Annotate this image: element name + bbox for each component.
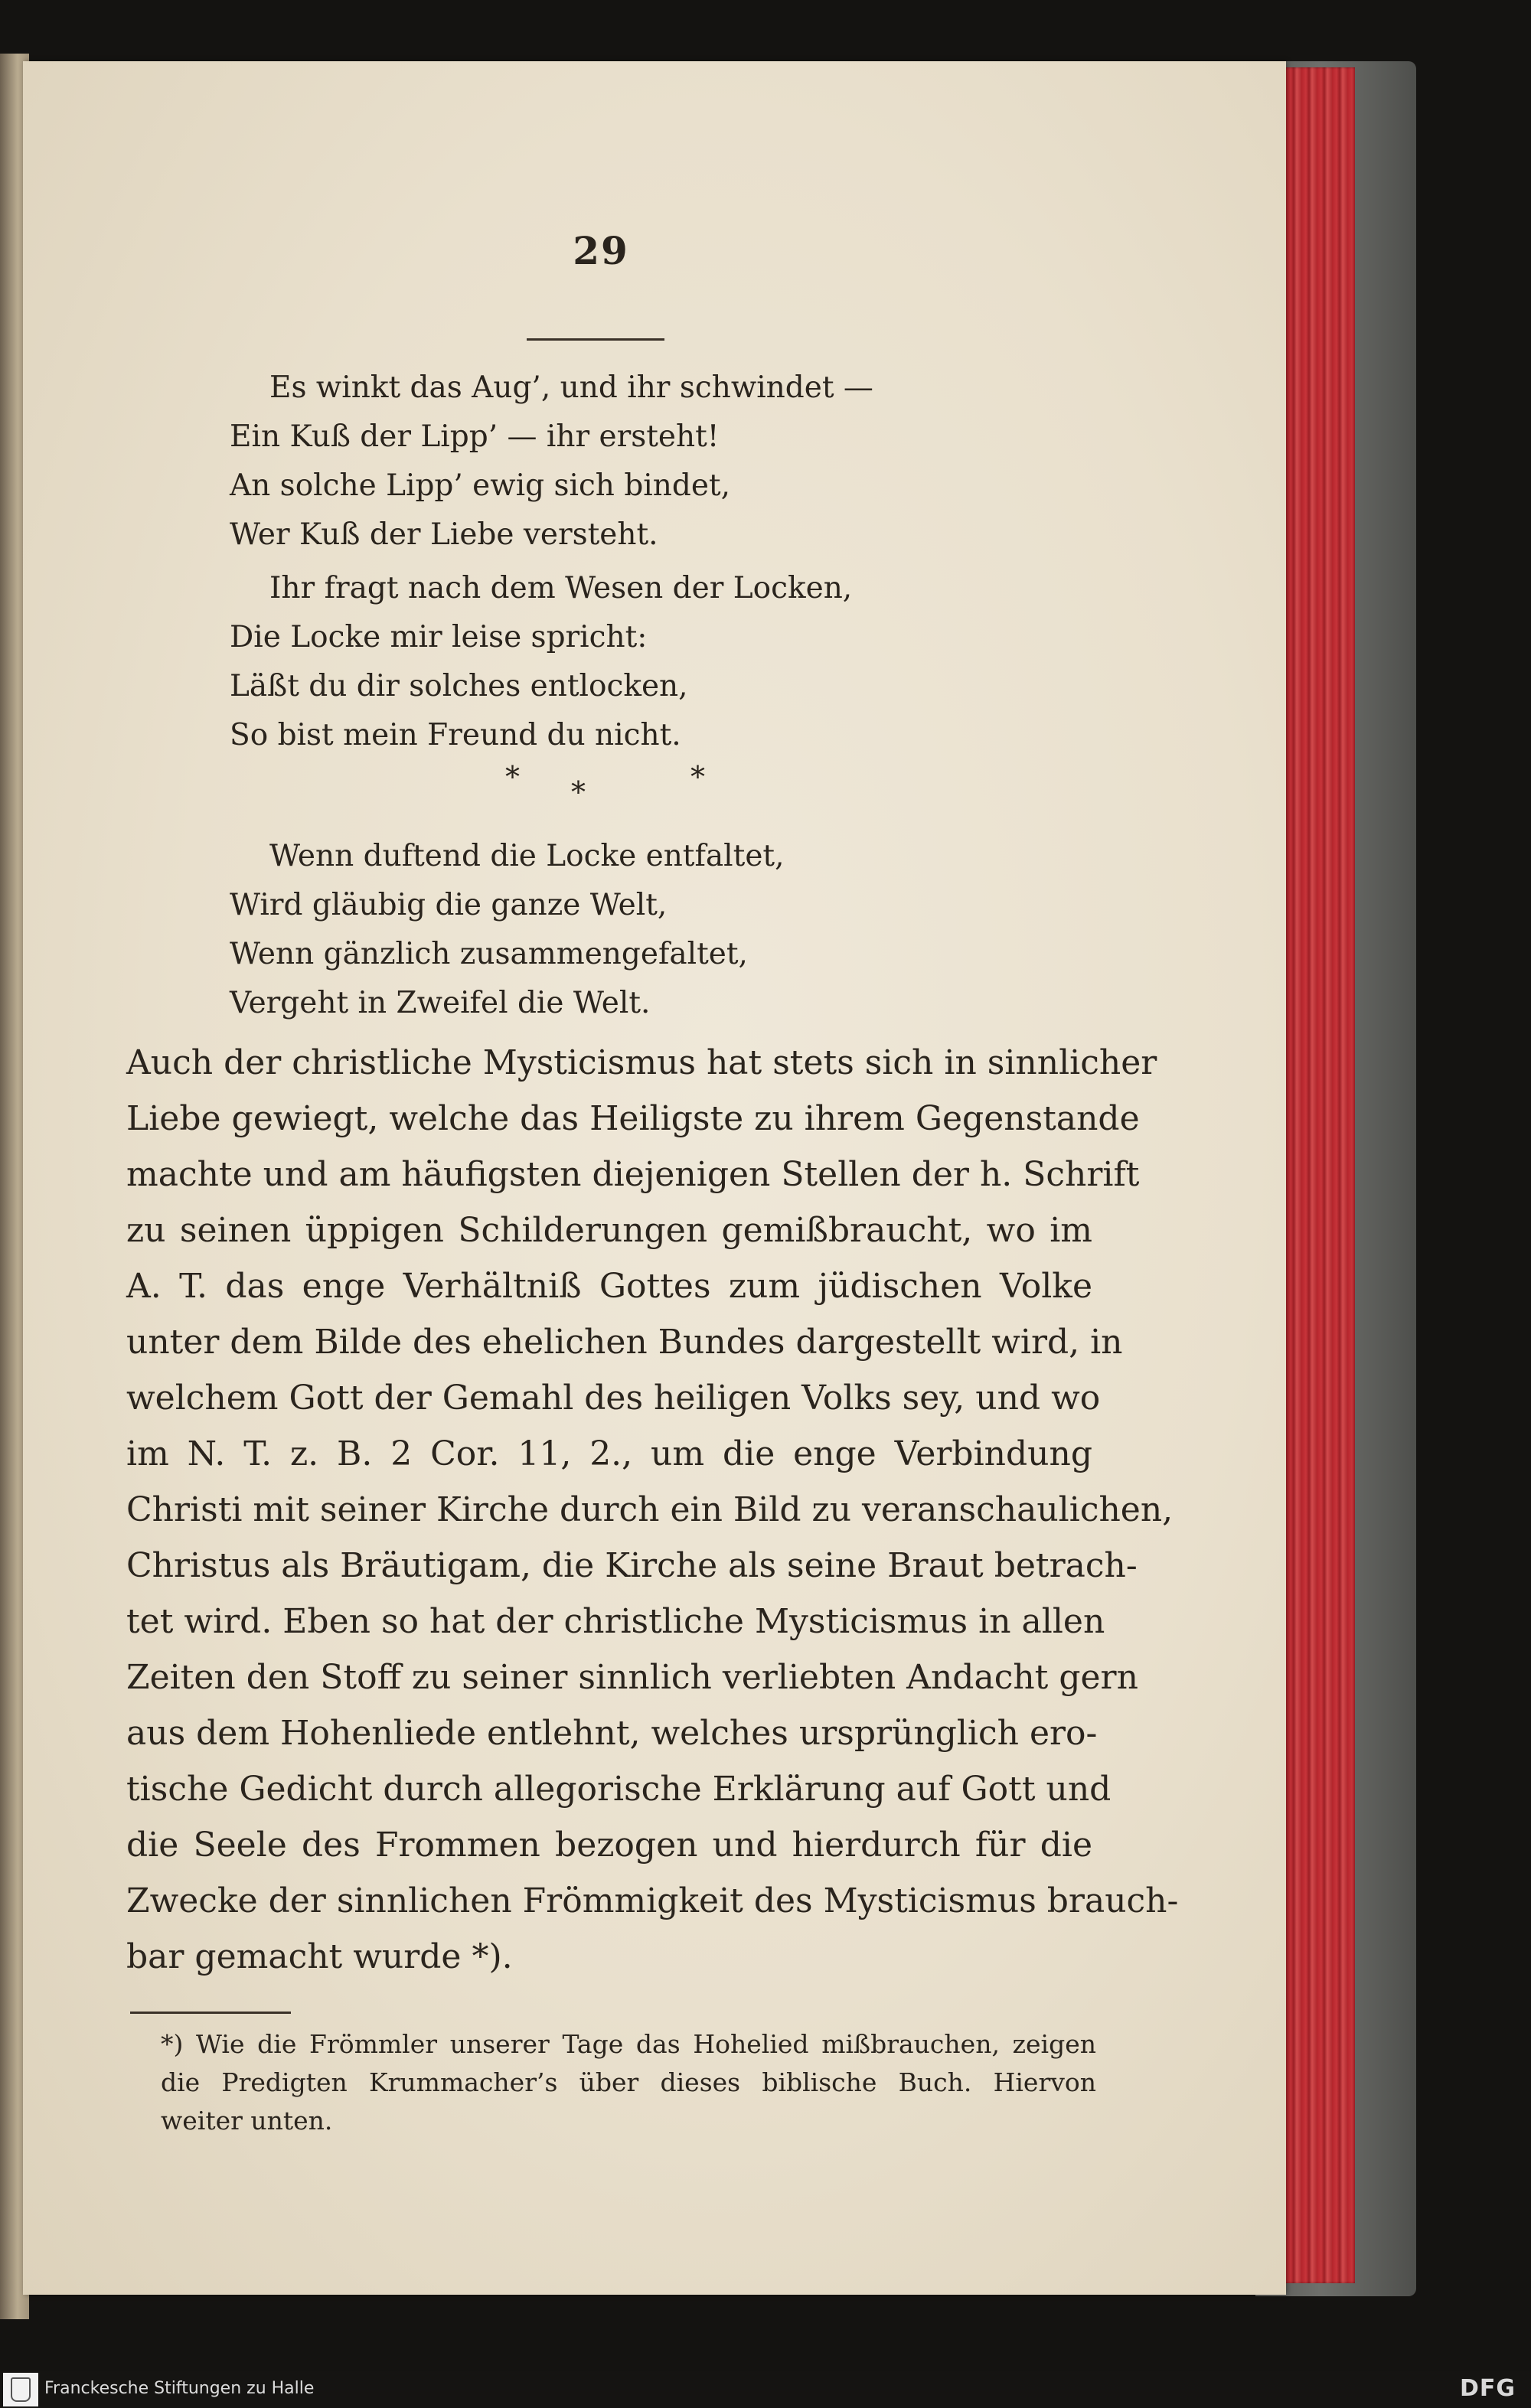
verse-line: Ein Kuß der Lipp’ — ihr ersteht! [230,419,720,454]
asterism-divider [230,760,965,809]
book-page [23,61,1286,2295]
footnote [161,2025,1096,2140]
asterism-star: * [571,775,586,809]
verse-line: Es winkt das Aug’, und ihr schwindet — [269,370,873,405]
paragraph-line: die Seele des Frommen bezogen und hierdurch für die [126,1826,1092,1865]
poem-stanza-2 [230,564,965,760]
paragraph-line: Liebe gewiegt, welche das Heiligste zu ihrem Gegenstande [126,1099,1140,1138]
paragraph-line: Auch der christliche Mysticismus hat stets sich in sinnlicher [126,1043,1157,1082]
dfg-logo: DFG [1459,2375,1516,2402]
verse-line: Läßt du dir solches entlocken, [230,669,688,703]
paragraph-line: bar gemacht wurde *). [126,1937,513,1976]
verse-line: Vergeht in Zweifel die Welt. [230,986,651,1020]
poem-stanza-1 [230,364,965,560]
paragraph-line: Christi mit seiner Kirche durch ein Bild zu veranschaulichen, [126,1490,1174,1529]
paragraph-line: machte und am häufigsten diejenigen Stellen der h. Schrift [126,1155,1140,1194]
verse-line: Wer Kuß der Liebe versteht. [230,517,658,552]
poem [230,364,965,1028]
paragraph-line: A. T. das enge Verhältniß Gottes zum jüdischen Volke [126,1267,1092,1306]
verse-line: Wenn gänzlich zusammengefaltet, [230,937,748,971]
paragraph-line: welchem Gott der Gemahl des heiligen Volks sey, und wo [126,1379,1101,1418]
verse-line: Die Locke mir leise spricht: [230,620,648,654]
paragraph-line: Zeiten den Stoff zu seiner sinnlich verliebten Andacht gern [126,1658,1138,1697]
paragraph-line: unter dem Bilde des ehelichen Bundes dargestellt wird, in [126,1323,1123,1362]
paragraph-line: im N. T. z. B. 2 Cor. 11, 2., um die enge Verbindung [126,1434,1092,1473]
body-paragraph [126,1035,1179,1985]
paragraph-line: Zwecke der sinnlichen Frömmigkeit des Mysticismus brauch- [126,1881,1179,1920]
page-number-rule [527,338,664,341]
verse-line: An solche Lipp’ ewig sich bindet, [230,468,730,503]
page-number: 29 [573,228,629,273]
verse-line: Ihr fragt nach dem Wesen der Locken, [269,571,853,605]
paragraph-line: zu seinen üppigen Schilderungen gemißbraucht, wo im [126,1211,1092,1250]
library-name: Franckesche Stiftungen zu Halle [44,2379,315,2398]
poem-stanza-3 [230,832,965,1028]
paragraph-line: Christus als Bräutigam, die Kirche als seine Braut betrach- [126,1546,1138,1585]
paragraph-line: tet wird. Eben so hat der christliche Mysticismus in allen [126,1602,1105,1641]
paragraph-line: aus dem Hohenliede entlehnt, welches ursprünglich ero- [126,1714,1098,1753]
footnote-line: die Predigten Krummacher’s über dieses biblische Buch. Hiervon [161,2067,1096,2097]
verse-line: So bist mein Freund du nicht. [230,718,681,752]
paragraph-line: tische Gedicht durch allegorische Erklärung auf Gott und [126,1770,1112,1809]
page-content [23,61,1286,2295]
asterism-star: * [690,760,705,794]
footnote-rule [130,2012,291,2014]
verse-line: Wird gläubig die ganze Welt, [230,888,668,922]
verse-line: Wenn duftend die Locke entfaltet, [269,839,785,873]
footnote-line: weiter unten. [161,2106,333,2136]
asterism-star: * [505,760,520,794]
footnote-line: *) Wie die Frömmler unserer Tage das Hohelied mißbrauchen, zeigen [161,2029,1096,2059]
library-logo-icon [3,2373,38,2406]
